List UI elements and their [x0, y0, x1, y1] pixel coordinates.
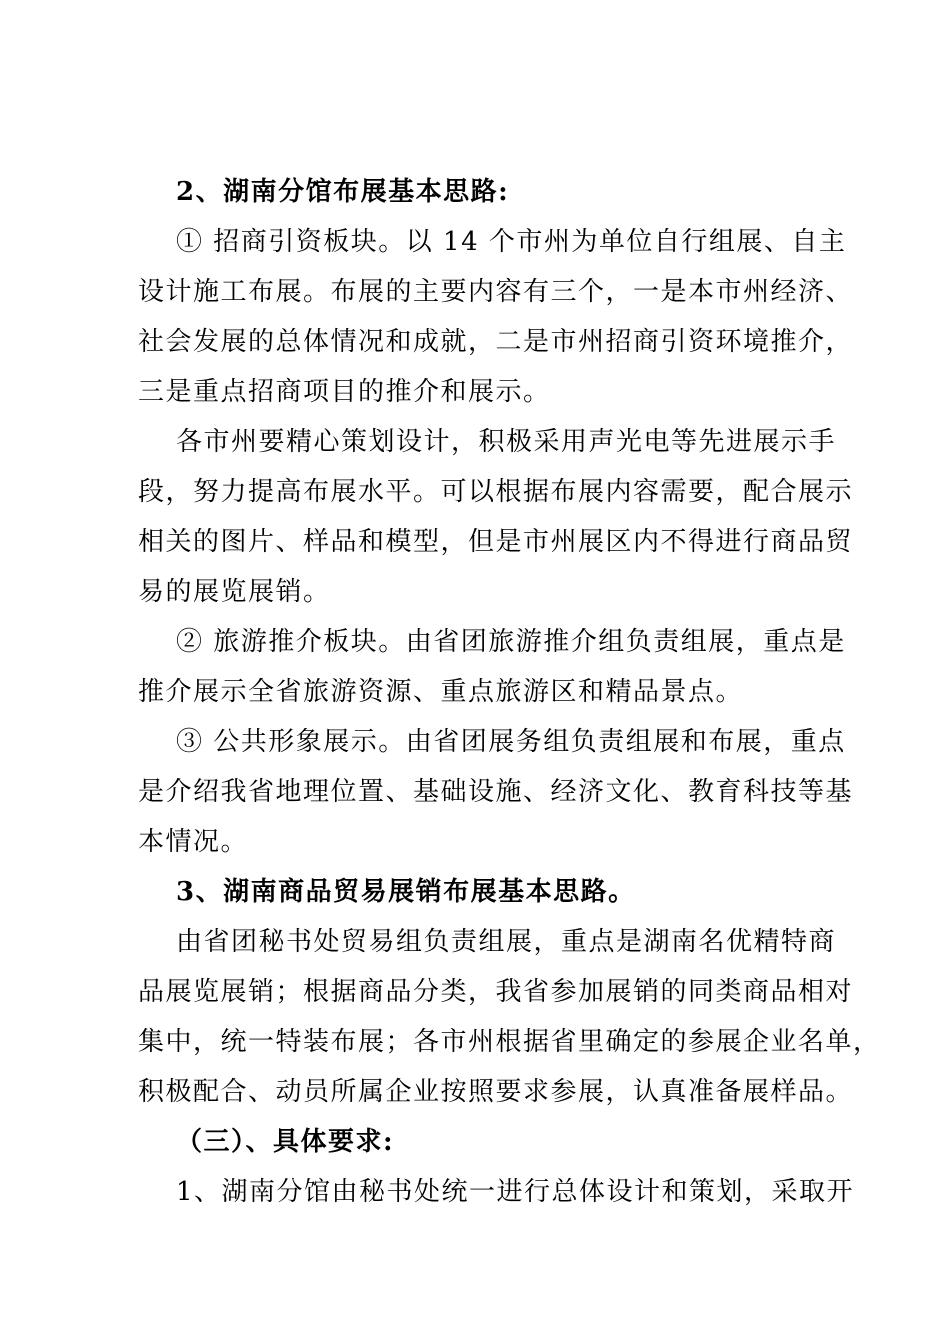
paragraph-line: 积极配合、动员所属企业按照要求参展，认真准备展样品。: [138, 1077, 854, 1107]
paragraph-line: ② 旅游推介板块。由省团旅游推介组负责组展，重点是: [176, 627, 846, 657]
paragraph-line: 设计施工布展。布展的主要内容有三个，一是本市州经济、: [138, 277, 854, 307]
paragraph-line: 三是重点招商项目的推介和展示。: [138, 377, 551, 407]
heading-section-3: 3、湖南商品贸易展销布展基本思路。: [176, 877, 636, 907]
paragraph-line: 推介展示全省旅游资源、重点旅游区和精品景点。: [138, 677, 744, 707]
heading-section-three: （三）、具体要求:: [176, 1127, 395, 1157]
paragraph-line: 由省团秘书处贸易组负责组展，重点是湖南名优精特商: [176, 927, 837, 957]
paragraph-line: 相关的图片、样品和模型，但是市州展区内不得进行商品贸: [138, 527, 854, 557]
paragraph-line: 各市州要精心策划设计，积极采用声光电等先进展示手: [176, 427, 837, 457]
paragraph-line: 1、湖南分馆由秘书处统一进行总体设计和策划，采取开: [176, 1177, 855, 1207]
heading-section-2: 2、湖南分馆布展基本思路:: [176, 177, 510, 207]
paragraph-line: 易的展览展销。: [138, 577, 331, 607]
paragraph-line: 段，努力提高布展水平。可以根据布展内容需要，配合展示: [138, 477, 854, 507]
paragraph-line: 本情况。: [138, 827, 249, 857]
paragraph-line: 是介绍我省地理位置、基础设施、经济文化、教育科技等基: [138, 777, 854, 807]
paragraph-line: ③ 公共形象展示。由省团展务组负责组展和布展，重点: [176, 727, 846, 757]
paragraph-line: ① 招商引资板块。以 14 个市州为单位自行组展、自主: [176, 227, 847, 257]
paragraph-line: 集中，统一特装布展；各市州根据省里确定的参展企业名单，: [138, 1027, 881, 1057]
paragraph-line: 社会发展的总体情况和成就，二是市州招商引资环境推介，: [138, 327, 854, 357]
paragraph-line: 品展览展销；根据商品分类，我省参加展销的同类商品相对: [138, 977, 854, 1007]
